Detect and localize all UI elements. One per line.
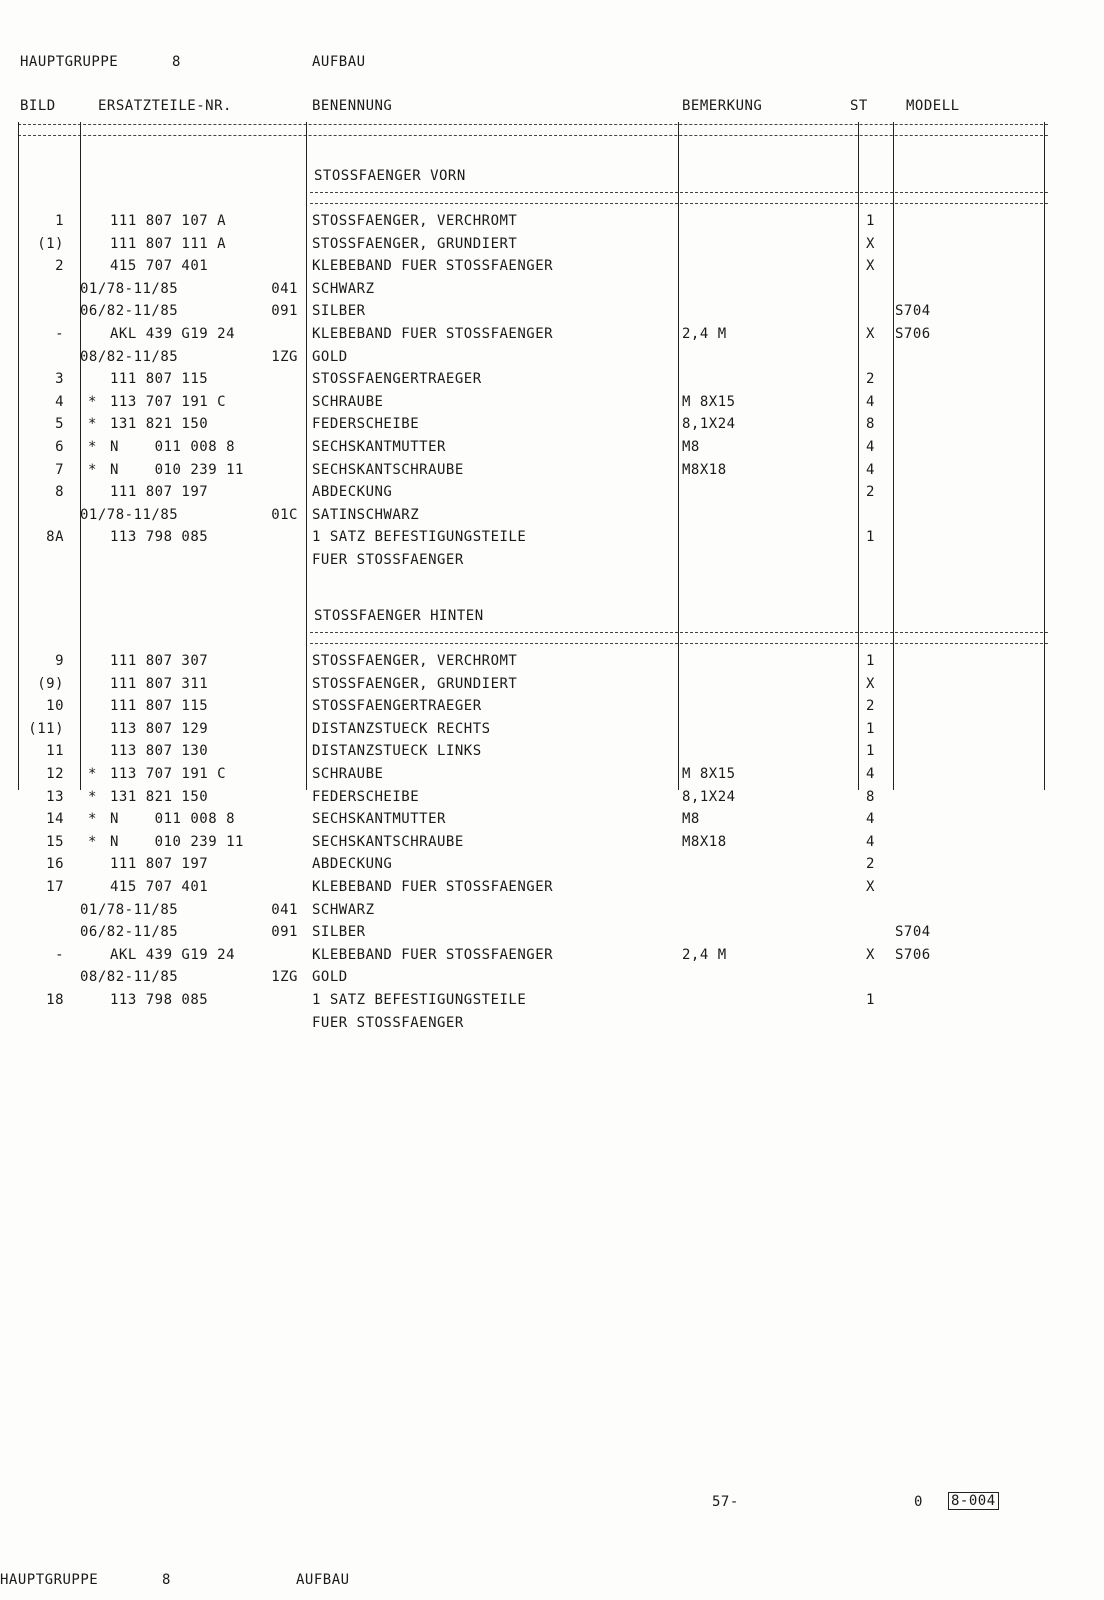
cell-benennung: ABDECKUNG <box>312 856 393 873</box>
cell-benennung: KLEBEBAND FUER STOSSFAENGER <box>312 946 554 963</box>
cell-marker: * <box>88 416 97 433</box>
cell-bild: 15 <box>46 833 64 850</box>
cell-benennung: 1 SATZ BEFESTIGUNGSTEILE <box>312 992 527 1008</box>
cell-st: 1 <box>866 720 875 737</box>
cell-st: 2 <box>866 698 875 715</box>
table-row <box>0 944 1104 966</box>
cell-date-range: 08/82-11/85 <box>80 969 179 986</box>
cell-benennung: SECHSKANTSCHRAUBE <box>312 461 464 478</box>
cell-color-code: 01C <box>271 506 298 523</box>
cell-part-number: N 011 008 8 <box>110 811 236 828</box>
cell-date-range: 01/78-11/85 <box>80 901 179 918</box>
cell-st: 4 <box>866 833 875 850</box>
cell-color-code: 091 <box>271 303 298 320</box>
table-row <box>0 526 1104 548</box>
cell-part-number: N 011 008 8 <box>110 439 236 455</box>
table-row <box>0 368 1104 390</box>
cell-st: 4 <box>866 461 875 478</box>
cell-part-number: 113 807 129 <box>110 720 209 737</box>
cell-benennung: SECHSKANTMUTTER <box>312 811 446 828</box>
cell-benennung: GOLD <box>312 969 348 986</box>
cell-st: 1 <box>866 992 875 1008</box>
cell-bild: 8A <box>46 529 64 546</box>
cell-part-number: AKL 439 G19 24 <box>110 326 236 342</box>
table-row <box>0 989 1104 1011</box>
table-row <box>0 673 1104 695</box>
table-row <box>0 481 1104 503</box>
cell-bild: 1 <box>55 213 64 229</box>
table-row <box>0 436 1104 458</box>
group-title: AUFBAU <box>312 54 366 70</box>
cell-date-range: 08/82-11/85 <box>80 348 179 365</box>
col-header-bemerkung: BEMERKUNG <box>682 98 763 114</box>
cell-marker: * <box>88 766 97 782</box>
cell-marker: * <box>88 393 97 410</box>
cell-bild: (11) <box>28 720 64 737</box>
cell-bemerkung: M 8X15 <box>682 766 736 782</box>
cell-part-number: 415 707 401 <box>110 879 209 895</box>
cell-st: X <box>866 326 875 342</box>
cell-benennung: STOSSFAENGER, VERCHROMT <box>312 653 518 669</box>
cell-bild: 4 <box>55 393 64 410</box>
cell-part-number: 111 807 197 <box>110 856 209 873</box>
cell-benennung: GOLD <box>312 348 348 365</box>
cell-st: 1 <box>866 213 875 229</box>
cell-color-code: 041 <box>271 901 298 918</box>
table-row <box>0 391 1104 413</box>
cell-st: 1 <box>866 653 875 669</box>
cell-part-number: 111 807 197 <box>110 484 209 501</box>
cell-st: X <box>866 258 875 275</box>
cell-benennung: KLEBEBAND FUER STOSSFAENGER <box>312 326 554 342</box>
cell-part-number: 111 807 115 <box>110 371 209 388</box>
cell-benennung: SECHSKANTMUTTER <box>312 439 446 455</box>
page-code: 8-004 <box>948 1492 999 1510</box>
cell-modell: S706 <box>895 946 931 963</box>
table-row <box>0 459 1104 481</box>
col-header-modell: MODELL <box>906 98 960 114</box>
next-group-label: HAUPTGRUPPE <box>0 1572 99 1588</box>
cell-bild: - <box>55 946 64 963</box>
cell-st: 1 <box>866 529 875 546</box>
cell-st: 8 <box>866 788 875 805</box>
table-row <box>0 786 1104 808</box>
cell-bild: 18 <box>46 992 64 1008</box>
cell-part-number: 111 807 311 <box>110 675 209 692</box>
cell-benennung: FUER STOSSFAENGER <box>312 1014 464 1031</box>
cell-st: 2 <box>866 371 875 388</box>
cell-modell: S704 <box>895 924 931 941</box>
section-separator <box>310 632 1048 644</box>
cell-benennung: STOSSFAENGER, VERCHROMT <box>312 213 518 229</box>
section-title: STOSSFAENGER HINTEN <box>314 608 484 624</box>
cell-benennung: SCHRAUBE <box>312 393 384 410</box>
cell-benennung: SATINSCHWARZ <box>312 506 420 523</box>
page-number: 57- <box>712 1494 739 1510</box>
cell-st: 4 <box>866 393 875 410</box>
table-row <box>0 300 1104 322</box>
table-row <box>0 1012 1104 1034</box>
cell-bild: 13 <box>46 788 64 805</box>
col-header-st: ST <box>850 98 868 114</box>
cell-benennung: SCHWARZ <box>312 280 375 297</box>
section-separator <box>310 192 1048 204</box>
cell-st: 4 <box>866 766 875 782</box>
table-row <box>0 899 1104 921</box>
cell-benennung: FUER STOSSFAENGER <box>312 552 464 568</box>
cell-bild: 9 <box>55 653 64 669</box>
cell-date-range: 06/82-11/85 <box>80 303 179 320</box>
cell-benennung: STOSSFAENGER, GRUNDIERT <box>312 235 518 252</box>
cell-benennung: SECHSKANTSCHRAUBE <box>312 833 464 850</box>
cell-bild: 6 <box>55 439 64 455</box>
cell-benennung: SILBER <box>312 924 366 941</box>
cell-benennung: STOSSFAENGERTRAEGER <box>312 371 482 388</box>
cell-bild: 14 <box>46 811 64 828</box>
table-row <box>0 210 1104 232</box>
cell-st: X <box>866 946 875 963</box>
cell-bild: 16 <box>46 856 64 873</box>
cell-benennung: SCHRAUBE <box>312 766 384 782</box>
cell-st: 2 <box>866 484 875 501</box>
cell-part-number: 113 707 191 C <box>110 393 227 410</box>
cell-bemerkung: M8 <box>682 811 700 828</box>
cell-part-number: 111 807 111 A <box>110 235 227 252</box>
cell-marker: * <box>88 439 97 455</box>
table-row <box>0 876 1104 898</box>
cell-bild: 8 <box>55 484 64 501</box>
cell-benennung: DISTANZSTUECK RECHTS <box>312 720 491 737</box>
cell-bemerkung: 2,4 M <box>682 946 727 963</box>
table-row <box>0 233 1104 255</box>
cell-benennung: ABDECKUNG <box>312 484 393 501</box>
cell-bemerkung: M8X18 <box>682 461 727 478</box>
next-group-number: 8 <box>162 1572 171 1588</box>
cell-benennung: SCHWARZ <box>312 901 375 918</box>
cell-part-number: N 010 239 11 <box>110 833 244 850</box>
table-row <box>0 549 1104 571</box>
cell-color-code: 041 <box>271 280 298 297</box>
table-row <box>0 413 1104 435</box>
cell-date-range: 01/78-11/85 <box>80 280 179 297</box>
table-row <box>0 323 1104 345</box>
cell-part-number: 113 798 085 <box>110 529 209 546</box>
cell-bild: (1) <box>37 235 64 252</box>
cell-benennung: SILBER <box>312 303 366 320</box>
cell-benennung: KLEBEBAND FUER STOSSFAENGER <box>312 879 554 895</box>
table-row <box>0 718 1104 740</box>
cell-bemerkung: 2,4 M <box>682 326 727 342</box>
col-header-bild: BILD <box>20 98 56 114</box>
cell-benennung: FEDERSCHEIBE <box>312 416 420 433</box>
cell-st: X <box>866 879 875 895</box>
table-row <box>0 831 1104 853</box>
cell-marker: * <box>88 788 97 805</box>
table-row <box>0 504 1104 526</box>
cell-marker: * <box>88 461 97 478</box>
cell-bemerkung: M8X18 <box>682 833 727 850</box>
cell-benennung: STOSSFAENGER, GRUNDIERT <box>312 675 518 692</box>
cell-st: X <box>866 235 875 252</box>
cell-bild: 12 <box>46 766 64 782</box>
cell-color-code: 1ZG <box>271 969 298 986</box>
cell-st: 2 <box>866 856 875 873</box>
table-row <box>0 255 1104 277</box>
cell-marker: * <box>88 811 97 828</box>
cell-bild: (9) <box>37 675 64 692</box>
cell-benennung: FEDERSCHEIBE <box>312 788 420 805</box>
cell-bemerkung: M 8X15 <box>682 393 736 410</box>
cell-bild: 7 <box>55 461 64 478</box>
cell-part-number: 111 807 115 <box>110 698 209 715</box>
cell-benennung: KLEBEBAND FUER STOSSFAENGER <box>312 258 554 275</box>
table-row <box>0 740 1104 762</box>
section-title: STOSSFAENGER VORN <box>314 168 466 184</box>
table-row <box>0 695 1104 717</box>
cell-date-range: 06/82-11/85 <box>80 924 179 941</box>
cell-color-code: 091 <box>271 924 298 941</box>
col-header-benennung: BENENNUNG <box>312 98 393 114</box>
table-row <box>0 650 1104 672</box>
cell-part-number: 111 807 107 A <box>110 213 227 229</box>
group-label: HAUPTGRUPPE <box>20 54 119 70</box>
cell-benennung: DISTANZSTUECK LINKS <box>312 743 482 760</box>
table-row <box>0 278 1104 300</box>
cell-st: 1 <box>866 743 875 760</box>
cell-st: 8 <box>866 416 875 433</box>
table-row <box>0 966 1104 988</box>
cell-bemerkung: M8 <box>682 439 700 455</box>
table-row <box>0 808 1104 830</box>
next-group-title: AUFBAU <box>296 1572 350 1588</box>
cell-color-code: 1ZG <box>271 348 298 365</box>
cell-benennung: 1 SATZ BEFESTIGUNGSTEILE <box>312 529 527 546</box>
cell-part-number: 113 707 191 C <box>110 766 227 782</box>
cell-marker: * <box>88 833 97 850</box>
cell-st: X <box>866 675 875 692</box>
cell-bemerkung: 8,1X24 <box>682 788 736 805</box>
cell-bild: 17 <box>46 879 64 895</box>
cell-bild: 11 <box>46 743 64 760</box>
cell-bemerkung: 8,1X24 <box>682 416 736 433</box>
cell-part-number: AKL 439 G19 24 <box>110 946 236 963</box>
cell-part-number: 113 798 085 <box>110 992 209 1008</box>
cell-part-number: 113 807 130 <box>110 743 209 760</box>
col-header-ersatzteile-nr: ERSATZTEILE-NR. <box>98 98 232 114</box>
cell-modell: S704 <box>895 303 931 320</box>
cell-benennung: STOSSFAENGERTRAEGER <box>312 698 482 715</box>
cell-part-number: 111 807 307 <box>110 653 209 669</box>
table-row <box>0 346 1104 368</box>
group-number: 8 <box>172 54 181 70</box>
table-row <box>0 853 1104 875</box>
cell-part-number: N 010 239 11 <box>110 461 244 478</box>
page-prefix: 0 <box>914 1494 923 1510</box>
table-row <box>0 921 1104 943</box>
cell-modell: S706 <box>895 326 931 342</box>
cell-bild: 3 <box>55 371 64 388</box>
cell-date-range: 01/78-11/85 <box>80 506 179 523</box>
cell-part-number: 131 821 150 <box>110 416 209 433</box>
cell-part-number: 131 821 150 <box>110 788 209 805</box>
cell-st: 4 <box>866 811 875 828</box>
cell-bild: 10 <box>46 698 64 715</box>
cell-bild: 5 <box>55 416 64 433</box>
cell-st: 4 <box>866 439 875 455</box>
table-row <box>0 763 1104 785</box>
cell-part-number: 415 707 401 <box>110 258 209 275</box>
cell-bild: 2 <box>55 258 64 275</box>
cell-bild: - <box>55 326 64 342</box>
